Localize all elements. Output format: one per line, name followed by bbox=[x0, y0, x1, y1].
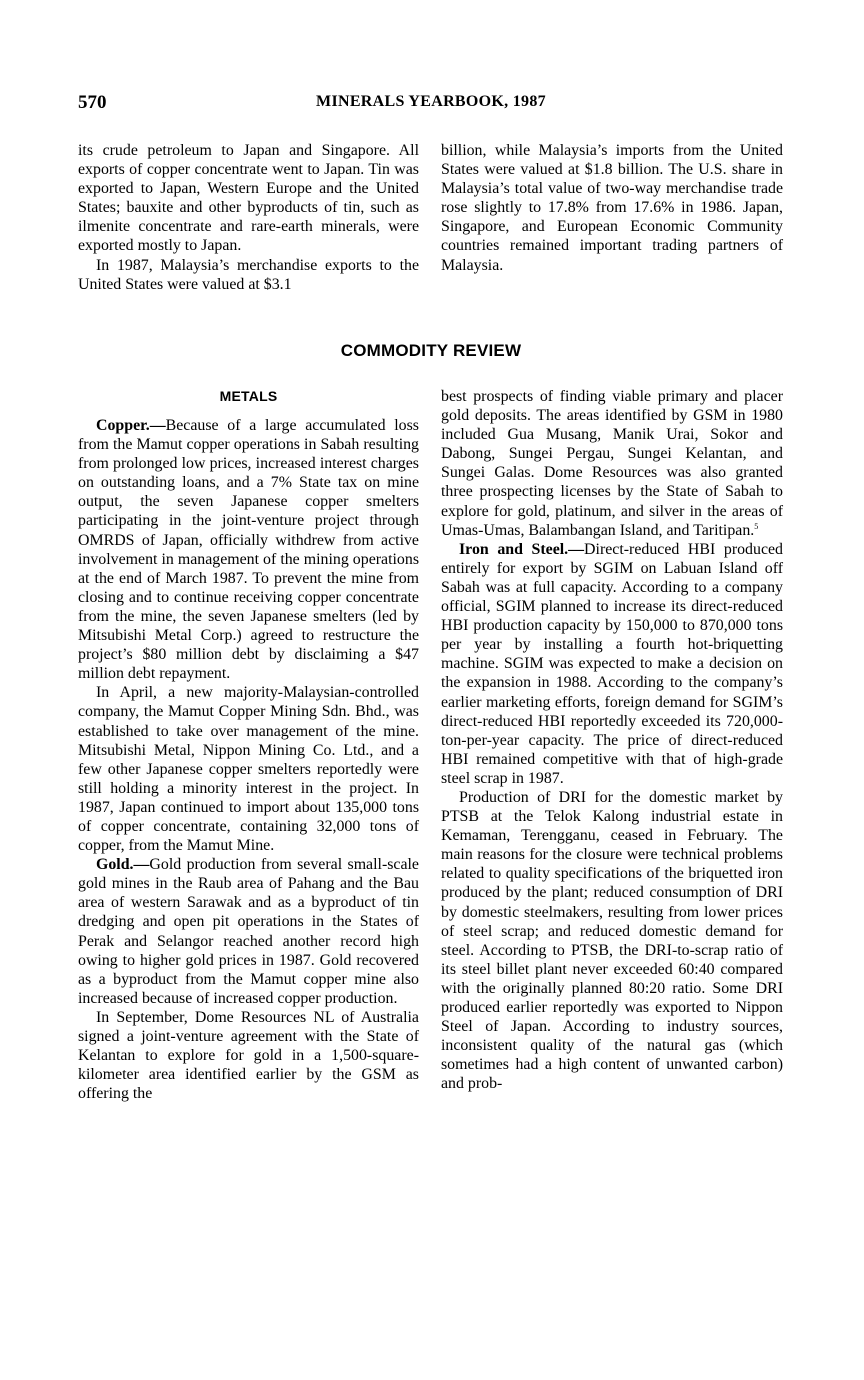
iron-steel-paragraph bbox=[441, 540, 783, 788]
subsection-title: METALS bbox=[219, 388, 278, 404]
right-column bbox=[441, 387, 783, 1093]
paragraph: In April, a new majority-Malaysian-controlled company, the Mamut Copper Mining Sdn. Bhd., was established to take over management of the mine. Mitsubishi Metal, Nippon Mining Co. Ltd., and a few other Japanese copper smelters reportedly were still holding a minority interest in the project. In 1987, Japan continued to import about 135,000 tons of copper concentrate, containing 32,000 tons of copper, from the Mamut Mine. bbox=[78, 684, 419, 855]
top-right-column bbox=[441, 141, 783, 275]
page-header bbox=[78, 92, 784, 114]
copper-text: Because of a large accumulated loss from the Mamut copper operations in Sabah resulting from prolonged low prices, increased interest charges on outstanding loans, and a 7% State tax on mine output, the seven Japanese copper smelters participating in the joint-venture project through OMRDS of Japan, officially withdrew from active involvement in management of the mining operations at the end of March 1987. To prevent the mine from closing and to continue receiving copper concentrate from the mine, the seven Japanese smelters (led by Mitsubishi Metal Corp.) agreed to restructure the project’s $80 million debt by disclaiming a $47 million debt repayment. bbox=[78, 417, 419, 683]
section-title: COMMODITY REVIEW bbox=[340, 341, 522, 360]
top-left-column bbox=[78, 141, 419, 294]
page-number: 570 bbox=[78, 92, 107, 113]
gold-continued-text: best prospects of finding viable primary and placer gold deposits. The areas identified by GSM in 1980 included Gua Musang, Manik Urai, Sokor and Dabong, Sungei Pergau, Sungei Kelantan, and Sungei Galas. Dome Resources was also granted three prospecting licenses by the State of Sabah to explore for gold, platinum, and silver in the areas of Umas-Umas, Balambangan Island, and Taritipan. bbox=[441, 388, 783, 539]
paragraph: In September, Dome Resources NL of Australia signed a joint-venture agreement with the State of Kelantan to explore for gold in a 1,500-square-kilometer area identified earlier by the GSM as offering the bbox=[78, 1008, 419, 1103]
iron-steel-text: Direct-reduced HBI produced entirely for export by SGIM on Labuan Island off Sabah was at full capacity. According to a company official, SGIM planned to increase its direct-reduced HBI production capacity by 150,000 to 870,000 tons per year by installing a fourth hot-briquetting machine. SGIM was expected to make a decision on the expansion in 1988. According to the company’s earlier marketing efforts, foreign demand for SGIM’s direct-reduced HBI reportedly exceeded its 720,000-ton-per-year capacity. The price of direct-reduced HBI remained competitive with that of high-grade steel scrap in 1987. bbox=[441, 540, 783, 787]
iron-steel-heading: Iron and Steel.— bbox=[459, 540, 585, 558]
footnote-reference: 5 bbox=[754, 521, 759, 531]
paragraph: In 1987, Malaysia’s merchandise exports to the United States were valued at $3.1 bbox=[78, 256, 419, 293]
gold-continued-paragraph bbox=[441, 387, 783, 540]
copper-paragraph bbox=[78, 416, 419, 683]
copper-heading: Copper.— bbox=[96, 417, 166, 434]
gold-heading: Gold.— bbox=[96, 856, 150, 874]
gold-paragraph bbox=[78, 855, 419, 1008]
paragraph: its crude petroleum to Japan and Singapore. All exports of copper concentrate went to Japan. Tin was exported to Japan, Western Europe and the United States; bauxite and other byproducts of tin, such as ilmenite concentrate and rare-earth minerals, were exported mostly to Japan. bbox=[78, 142, 419, 255]
gold-text: Gold production from several small-scale gold mines in the Raub area of Pahang and the Bau area of western Sarawak and as a byproduct of tin dredging and open pit operations in the States of Perak and Selangor reached another record high owing to higher gold prices in 1987. Gold recovered as a byproduct from the Mamut copper mine also increased because of increased copper production. bbox=[78, 856, 419, 1007]
paragraph: Production of DRI for the domestic market by PTSB at the Telok Kalong industrial estate in Kemaman, Terengganu, ceased in February. The main reasons for the closure were technical problems related to quality specifications of the briquetted iron produced by the plant; reduced consumption of DRI by domestic steelmakers, resulting from lower prices of steel scrap; and reduced domestic demand for steel. According to PTSB, the DRI-to-scrap ratio of its steel billet plant never exceeded 60:40 compared with the originally planned 80:20 ratio. Some DRI produced earlier reportedly was exported to Nippon Steel of Japan. According to industry sources, inconsistent quality of the natural gas (which sometimes had a high content of unwanted carbon) and prob- bbox=[441, 788, 783, 1093]
running-head: MINERALS YEARBOOK, 1987 bbox=[316, 93, 546, 110]
left-column bbox=[78, 416, 419, 1103]
paragraph: billion, while Malaysia’s imports from the United States were valued at $1.8 billion. The U.S. share in Malaysia’s total value of two-way merchandise trade rose slightly to 17.8% from 17.6% in 1986. Japan, Singapore, and European Economic Community countries remained important trading partners of Malaysia. bbox=[441, 142, 783, 274]
